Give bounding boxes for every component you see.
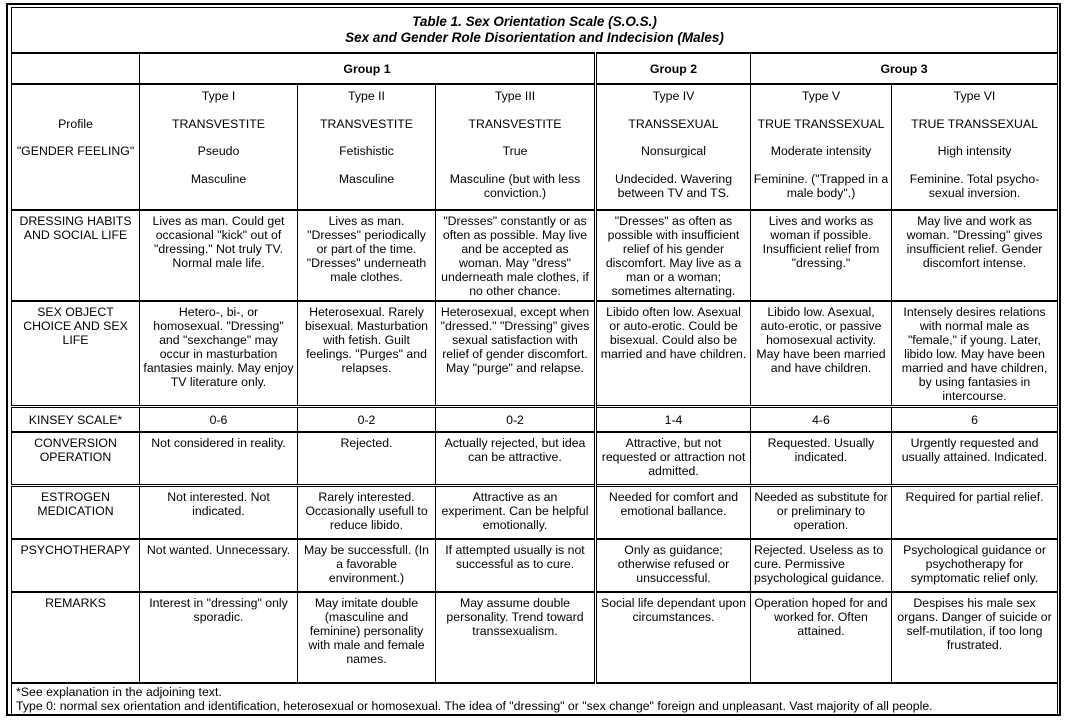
type-header-3 — [436, 84, 596, 210]
cell-type-6: May live and work as woman. "Dressing" gives insufficient relief. Gender discomfort intense. — [892, 210, 1058, 301]
footnote: *See explanation in the adjoining text. — [16, 685, 222, 699]
cell-type-6: Intensely desires relations with normal male as "female," if young. Later, libido low. May have been married and have children, by using fantasies in intercourse. — [892, 301, 1058, 407]
cell-type-4: Attractive, but not requested or attraction not admitted. — [596, 432, 751, 486]
cell-type-5: Requested. Usually indicated. — [751, 432, 892, 486]
type-header-2 — [298, 84, 436, 210]
type-category: TRUE TRANSSEXUAL — [757, 116, 885, 131]
type-category: TRANSVESTITE — [320, 116, 413, 131]
cell-type-5: Rejected. Useless as to cure. Permissive psychological guidance. — [751, 539, 892, 592]
type-feeling: Feminine. ("Trapped in a male body".) — [753, 171, 889, 200]
cell-type-4: "Dresses" as often as possible with insufficient relief of his gender discomfort. May live as a man or a woman; sometimes alternating. — [596, 210, 751, 301]
cell-type-1: Not considered in reality. — [140, 432, 298, 486]
cell-type-2: May imitate double (masculine and feminine) personality with male and female names. — [298, 592, 436, 683]
cell-type-2: 0-2 — [298, 407, 436, 433]
type-type: Type III — [494, 89, 536, 103]
row-psychotherapy — [12, 539, 1058, 592]
type-subtype: Pseudo — [197, 144, 240, 158]
row-kinsey-scale — [12, 407, 1058, 433]
cell-type-4: Libido often low. Asexual or auto-erotic. Could be bisexual. Could also be married and have children. — [596, 301, 751, 407]
row-label: CONVERSION OPERATION — [12, 432, 140, 486]
profile-header-row — [12, 84, 1058, 210]
cell-type-2: Heterosexual. Rarely bisexual. Masturbation with fetish. Guilt feelings. "Purges" and relapses. — [298, 301, 436, 407]
footnotes — [12, 683, 1058, 715]
cell-type-3: Attractive as an experiment. Can be helpful emotionally. — [436, 486, 596, 540]
cell-type-6: 6 — [892, 407, 1058, 433]
profile-label-cell — [12, 84, 140, 210]
cell-type-1: Lives as man. Could get occasional "kick" out of "dressing." Not truly TV. Normal male life. — [140, 210, 298, 301]
type-subtype: High intensity — [937, 144, 1012, 158]
row-label: REMARKS — [12, 592, 140, 683]
row-dressing-habits — [12, 210, 1058, 301]
type-type: Type V — [801, 89, 841, 103]
type-type: Type VI — [953, 89, 996, 103]
cell-type-3: Heterosexual, except when "dressed." "Dressing" gives sexual satisfaction with relief of gender discomfort. May "purge" and relapse. — [436, 301, 596, 407]
type-category: TRUE TRANSSEXUAL — [911, 116, 1038, 131]
cell-type-4: Needed for comfort and emotional ballance. — [596, 486, 751, 540]
footnote-row — [12, 683, 1058, 715]
row-estrogen-medication — [12, 486, 1058, 540]
cell-type-6: Despises his male sex organs. Danger of suicide or self-mutilation, if too long frustrated. — [892, 592, 1058, 683]
cell-type-5: Libido low. Asexual, auto-erotic, or passive homosexual activity. May have been married and have children. — [751, 301, 892, 407]
cell-type-3: May assume double personality. Trend toward transsexualism. — [436, 592, 596, 683]
cell-type-3: Actually rejected, but idea can be attractive. — [436, 432, 596, 486]
cell-type-3: 0-2 — [436, 407, 596, 433]
cell-type-6: Required for partial relief. — [892, 486, 1058, 540]
cell-type-1: Interest in "dressing" only sporadic. — [140, 592, 298, 683]
row-label: PSYCHOTHERAPY — [12, 539, 140, 592]
group-1: Group 1 — [140, 53, 596, 84]
cell-type-1: Not interested. Not indicated. — [140, 486, 298, 540]
cell-type-2: Lives as man. "Dresses" periodically or part of the time. "Dresses" underneath male clothes. — [298, 210, 436, 301]
type-header-1 — [140, 84, 298, 210]
group-2: Group 2 — [596, 53, 751, 84]
row-sex-object-choice — [12, 301, 1058, 407]
title-line-1: Table 1. Sex Orientation Scale (S.O.S.) — [412, 14, 657, 29]
table-frame — [6, 3, 1061, 716]
cell-type-5: Operation hoped for and worked for. Often attained. — [751, 592, 892, 683]
cell-type-3: "Dresses" constantly or as often as possible. May live and be accepted as woman. May "dress" underneath male clothes, if no other chance. — [436, 210, 596, 301]
cell-type-1: 0-6 — [140, 407, 298, 433]
cell-type-1: Hetero-, bi-, or homosexual. "Dressing" and "sexchange" may occur in masturbation fantasies mainly. May enjoy TV literature only. — [140, 301, 298, 407]
row-conversion-operation — [12, 432, 1058, 486]
type-category: TRANSSEXUAL — [628, 116, 719, 131]
table-title-row — [12, 8, 1058, 54]
type-header-4 — [596, 84, 751, 210]
type-feeling: Masculine (but with less conviction.) — [449, 171, 581, 200]
type-header-5 — [751, 84, 892, 210]
type-header-6 — [892, 84, 1058, 210]
profile-label: Profile — [58, 116, 93, 131]
cell-type-6: Urgently requested and usually attained. Indicated. — [892, 432, 1058, 486]
cell-type-2: Rarely interested. Occasionally usefull to reduce libido. — [298, 486, 436, 540]
type-feeling: Feminine. Total psycho-sexual inversion. — [909, 171, 1040, 200]
gender-feeling-label: "GENDER FEELING" — [16, 144, 135, 158]
cell-type-5: 4-6 — [751, 407, 892, 433]
cell-type-1: Not wanted. Unnecessary. — [140, 539, 298, 592]
group-3: Group 3 — [751, 53, 1058, 84]
type-type: Type IV — [652, 89, 695, 103]
type-subtype: True — [502, 144, 528, 158]
empty-cell — [12, 53, 140, 84]
cell-type-2: May be successfull. (In a favorable environment.) — [298, 539, 436, 592]
type-type: Type II — [348, 89, 385, 103]
title-line-2: Sex and Gender Role Disorientation and Indecision (Males) — [345, 30, 724, 45]
cell-type-4: Social life dependant upon circumstances. — [596, 592, 751, 683]
cell-type-2: Rejected. — [298, 432, 436, 486]
type-type: Type I — [201, 89, 236, 103]
row-label: ESTROGEN MEDICATION — [12, 486, 140, 540]
cell-type-3: If attempted usually is not successful as to cure. — [436, 539, 596, 592]
row-label: KINSEY SCALE* — [12, 407, 140, 433]
group-row — [12, 53, 1058, 84]
row-label: DRESSING HABITS AND SOCIAL LIFE — [12, 210, 140, 301]
type-subtype: Fetishistic — [339, 144, 394, 158]
type-feeling: Masculine — [190, 171, 247, 186]
cell-type-5: Lives and works as woman if possible. Insufficient relief from "dressing." — [751, 210, 892, 301]
cell-type-6: Psychological guidance or psychotherapy for symptomatic relief only. — [892, 539, 1058, 592]
cell-type-4: 1-4 — [596, 407, 751, 433]
cell-type-5: Needed as substitute for or preliminary to operation. — [751, 486, 892, 540]
row-remarks — [12, 592, 1058, 683]
type-subtype: Moderate intensity — [770, 144, 872, 158]
footnote: Type 0: normal sex orientation and identification, heterosexual or homosexual. The idea of "dressing" or "sex change" foreign and unpleasant. Vast majority of all people. — [16, 699, 933, 713]
type-feeling: Masculine — [338, 171, 395, 186]
row-label: SEX OBJECT CHOICE AND SEX LIFE — [12, 301, 140, 407]
cell-type-4: Only as guidance; otherwise refused or unsuccessful. — [596, 539, 751, 592]
type-category: TRANSVESTITE — [468, 116, 562, 131]
type-subtype: Nonsurgical — [641, 144, 706, 158]
type-category: TRANSVESTITE — [172, 116, 265, 131]
table-title — [12, 8, 1058, 54]
sex-orientation-scale-table — [11, 7, 1058, 715]
type-feeling: Undecided. Wavering between TV and TS. — [614, 171, 733, 200]
